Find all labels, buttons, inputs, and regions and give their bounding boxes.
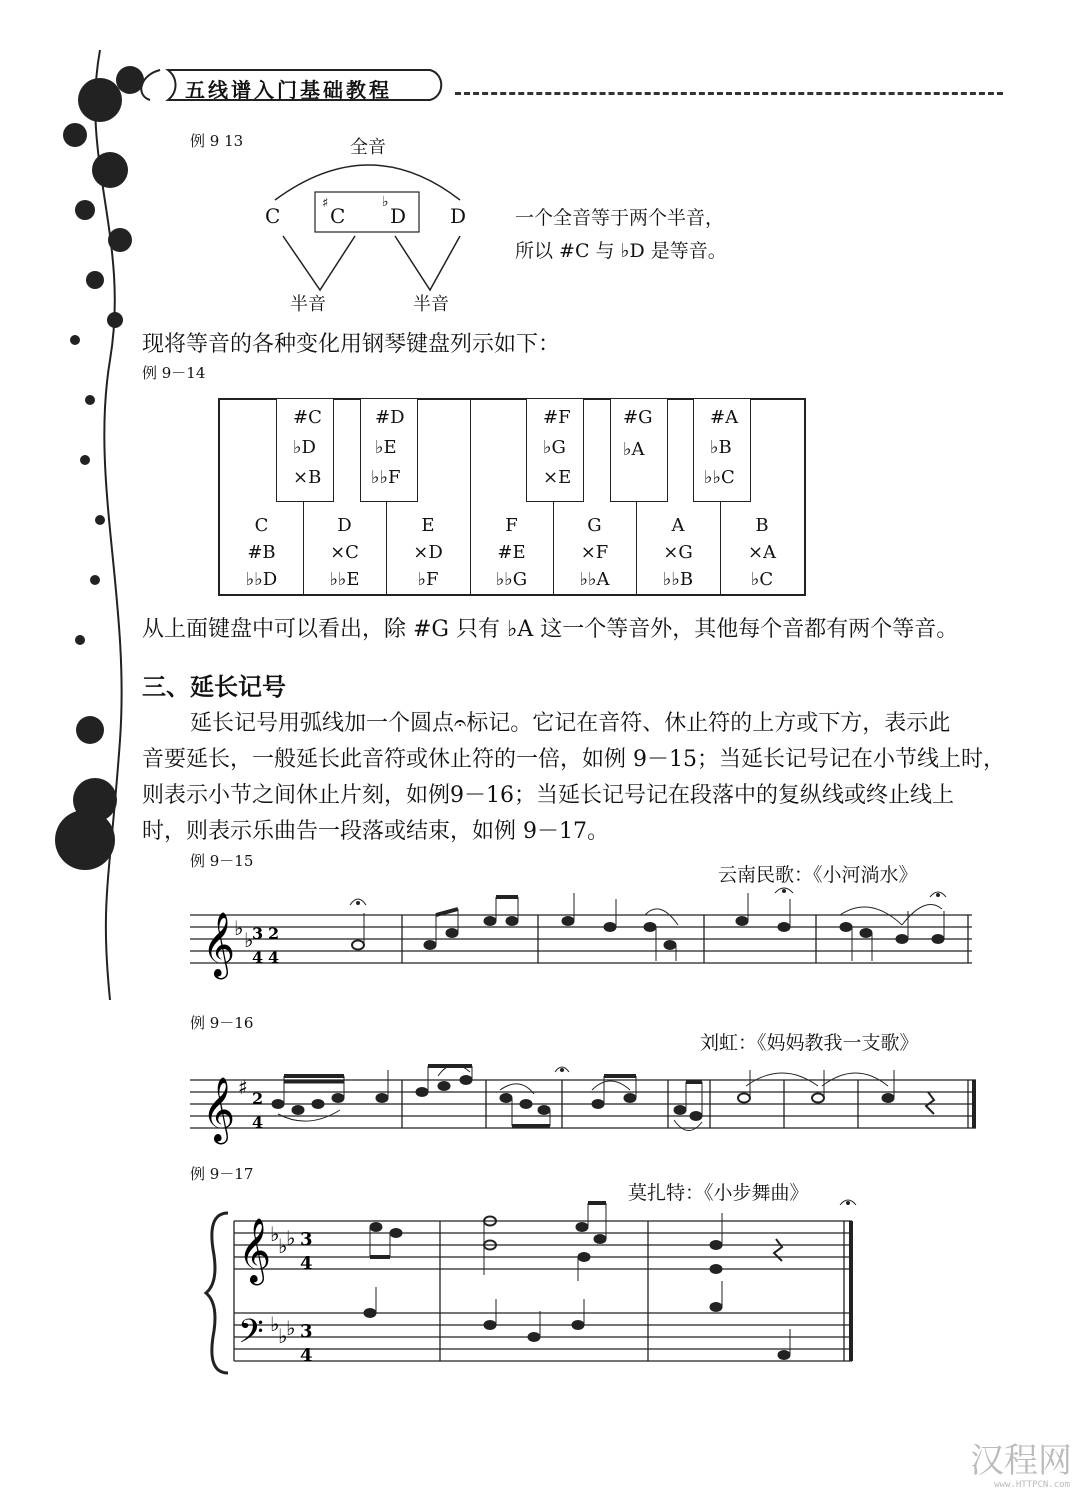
brace-icon	[206, 1213, 228, 1373]
ex16-staff	[190, 1050, 990, 1160]
ex17-label: 例 9－17	[190, 1165, 254, 1183]
ex13-whole-tone-label: 全音	[350, 137, 386, 158]
svg-text:♯: ♯	[238, 1075, 248, 1099]
black-key-2: #D ♭E ♭♭F	[360, 398, 418, 502]
keyboard-intro-text: 现将等音的各种变化用钢琴键盘列示如下：	[142, 332, 561, 357]
ex13-label: 例 9 13	[190, 132, 244, 150]
ex13-explanation-line2: 所以 #C 与 ♭D 是等音。	[515, 240, 727, 262]
keyboard-conclusion-text: 从上面键盘中可以看出，除 #G 只有 ♭A 这一个等音外，其他每个音都有两个等音。	[142, 617, 959, 642]
ex15-label: 例 9－15	[190, 852, 254, 870]
svg-text:4: 4	[300, 1253, 313, 1274]
ex13-flat-icon: ♭	[382, 194, 389, 210]
svg-text:♭: ♭	[278, 1324, 288, 1348]
white-key-5: G ×F ♭♭A	[579, 515, 610, 590]
quarter-rest-icon	[774, 1239, 782, 1261]
ex13-semitone-right: 半音	[413, 294, 449, 315]
ex14-label: 例 9－14	[142, 364, 206, 382]
svg-text:2: 2	[268, 924, 280, 943]
ex15-staff	[190, 885, 990, 995]
treble-clef-icon: 𝄞	[238, 1218, 272, 1283]
section-paragraph-line3: 则表示小节之间休止片刻，如例9－16；当延长记号记在段落中的复纵线或终止线上	[142, 783, 954, 808]
svg-text:4: 4	[268, 948, 280, 967]
ex13-sharp-icon: ♯	[322, 196, 329, 211]
ex13-explanation-line1: 一个全音等于两个半音，	[515, 207, 725, 229]
white-key-6: A ×G ♭♭B	[662, 515, 694, 590]
ex13-note-dflat: D	[390, 204, 407, 228]
svg-text:♭: ♭	[234, 916, 244, 940]
svg-text:♭: ♭	[244, 928, 254, 952]
svg-text:4: 4	[300, 1345, 313, 1366]
header-dashed-rule	[455, 92, 1003, 95]
svg-text:♭: ♭	[278, 1234, 288, 1258]
ex17-grand-staff	[200, 1195, 880, 1385]
ex16-credit: 刘虹：《妈妈教我一支歌》	[700, 1032, 919, 1054]
black-key-3: #F ♭G ×E	[526, 398, 584, 502]
white-key-1: C #B ♭♭D	[245, 515, 278, 590]
svg-text:3: 3	[252, 924, 264, 943]
svg-text:2: 2	[252, 1089, 264, 1108]
svg-text:4: 4	[252, 1113, 264, 1132]
white-key-4: F #E ♭♭G	[495, 515, 528, 590]
black-key-1: #C ♭D ×B	[276, 398, 334, 502]
svg-text:♭: ♭	[270, 1222, 280, 1246]
floral-border-decoration	[40, 40, 180, 1010]
section-paragraph-line2: 音要延长，一般延长此音符或休止符的一倍，如例 9－15；当延长记号记在小节线上时，	[142, 747, 1005, 772]
quarter-rest-icon	[926, 1092, 934, 1114]
section-title: 三、延长记号	[142, 673, 286, 701]
ex15-credit: 云南民歌：《小河淌水》	[718, 864, 918, 886]
ex13-note-csharp: C	[330, 204, 346, 228]
ex13-note-c: C	[265, 204, 281, 228]
piano-keyboard	[218, 398, 806, 596]
svg-text:♭: ♭	[270, 1312, 280, 1336]
watermark-logo: 汉程网	[970, 1441, 1072, 1481]
treble-clef-icon: 𝄞	[202, 912, 236, 977]
svg-text:3: 3	[300, 1321, 313, 1342]
ex13-semitone-left: 半音	[290, 294, 326, 315]
ex17-credit: 莫扎特：《小步舞曲》	[628, 1182, 809, 1204]
black-key-5: #A ♭B ♭♭C	[693, 398, 751, 502]
bass-clef-icon: 𝄢	[238, 1313, 264, 1359]
ex13-note-d: D	[450, 204, 467, 228]
watermark-url: www.HTTPCN.com	[994, 1480, 1070, 1490]
black-key-4: #G ♭A	[610, 398, 668, 502]
svg-text:♭: ♭	[286, 1316, 296, 1340]
white-key-2: D ×C ♭♭E	[329, 515, 360, 590]
section-paragraph-line1: 延长记号用弧线加一个圆点𝄐标记。它记在音符、休止符的上方或下方，表示此	[190, 711, 951, 736]
ex16-label: 例 9－16	[190, 1014, 254, 1032]
svg-text:3: 3	[300, 1229, 313, 1250]
section-paragraph-line4: 时，则表示乐曲告一段落或结束，如例 9－17。	[142, 819, 609, 844]
header-title: 五线谱入门基础教程	[185, 78, 392, 102]
white-key-3: E ×D ♭F	[413, 515, 443, 590]
svg-text:♭: ♭	[286, 1226, 296, 1250]
treble-clef-icon: 𝄞	[202, 1077, 236, 1142]
white-key-7: B ×A ♭C	[747, 515, 777, 590]
svg-text:4: 4	[252, 948, 264, 967]
